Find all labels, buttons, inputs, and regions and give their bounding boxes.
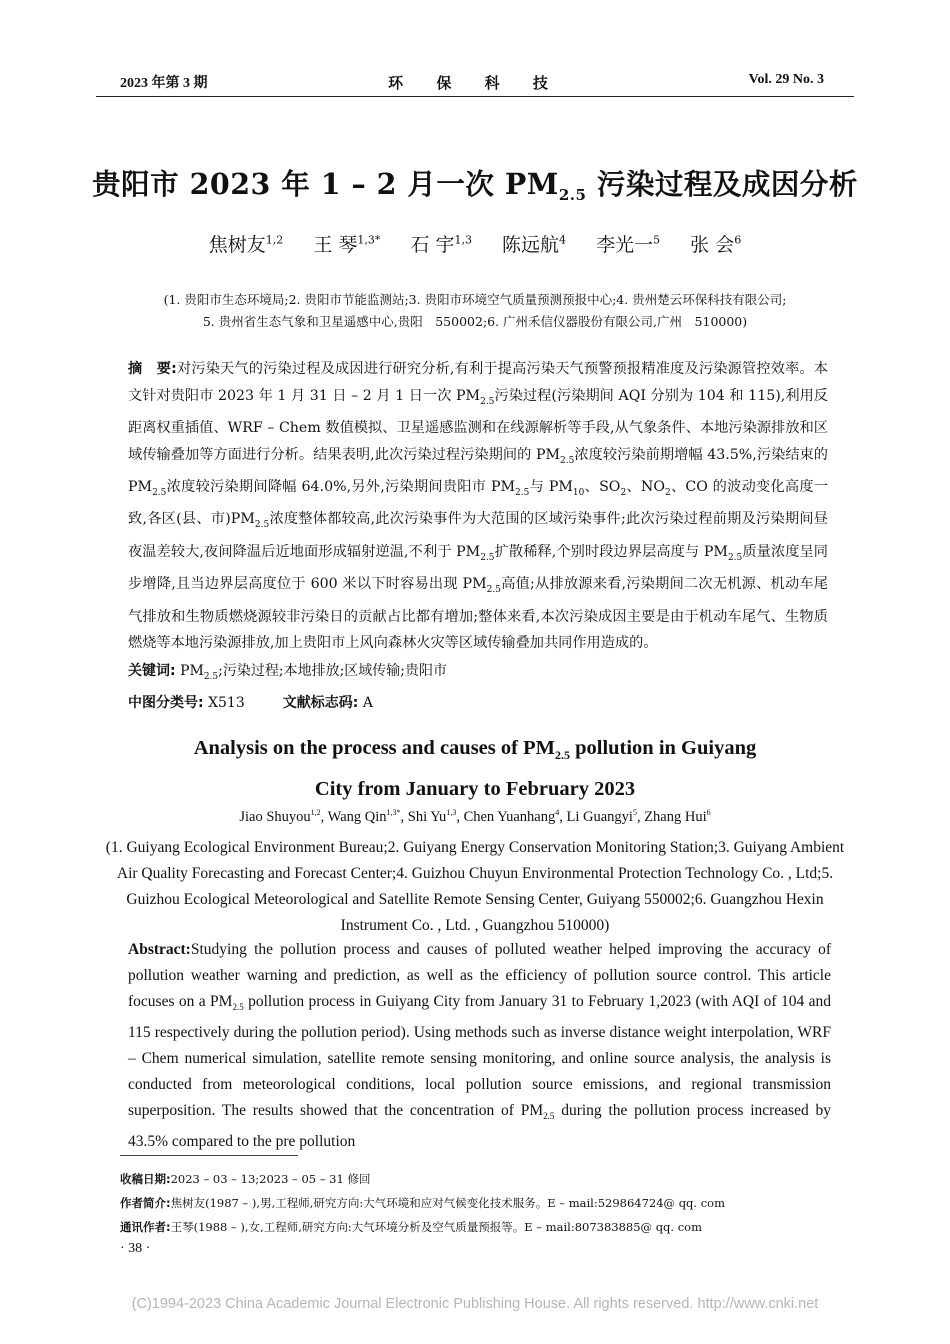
copyright-watermark: (C)1994-2023 China Academic Journal Electronic Publishing House. All rights reserved. http://www.cnki.net [131, 1296, 819, 1312]
author: Zhang Hui$^6$ [644, 808, 711, 825]
author: Wang Qin$^{1,3*}$ [327, 808, 401, 825]
abstract-cn: 摘 要:对污染天气的污染过程及成因进行研究分析,有利于提高污染天气预警预报精准度及污染源管控效率。本文针对贵阳市 2023 年 1 月 31 日 – 2 月 1 日一次 $PM_{2.5}$污染过程(污染期间 AQI 分别为 104 和 115),利用反距离权重插值、WRF – Chem 数值模拟、卫星遥感监测和在线源解析等手段,从气象条件、本地污染源排放和区域传输叠加等方面进行分析。结果表明,此次污染过程污染期间的 $PM_{2.5}$浓度较污染前期增幅 43.5%,污染结束的 $PM_{2.5}$浓度较污染期间降幅 64.0%,另外,污染期间贵阳市 $PM_{2.5}$与 $PM_{10}$、$SO_2$、$NO_2$、CO 的波动变化高度一致,各区(县、市)$PM_{2.5}$浓度整体都较高,此次污染事件为大范围的区域污染事件;此次污染过程前期及污染期间昼夜温差较大,夜间降温后近地面形成辐射逆温,不利于 $PM_{2.5}$扩散稀释,个别时段边界层高度与 $PM_{2.5}$质量浓度呈同步增降,且当边界层高度位于 600 米以下时容易出现 $PM_{2.5}$高值;从排放源来看,污染期间二次无机源、机动车尾气排放和生物质燃烧源较非污染日的贡献占比都有增加;整体来看,本次污染成因主要是由于机动车尾气、生物质燃烧等本地污染源排放,加上贵阳市上风向森林火灾等区域传输叠加共同作用造成的。 [128, 361, 829, 652]
author-list-en: Jiao Shuyou$^{1,2}$, Wang Qin$^{1,3*}$, Shi Yu$^{1,3}$, Chen Yuanhang$^4$, Li Guangyi$^5$, Zhang Hui$^6$ [239, 808, 711, 825]
abstract-label-en: Abstract: [128, 941, 191, 958]
affiliations-en: (1. Guiyang Ecological Environment Bureau;2. Guiyang Energy Conservation Monitoring Station;3. Guiyang Ambient Air Quality Forecasting and Forecast Center;4. Guizhou Chuyun Environmental Protection Technology Co. , Ltd;5. Guizhou Ecological Meteorological and Satellite Remote Sensing Center, Guiyang 550002;6. Guangzhou Hexin Instrument Co. , Ltd. , Guangzhou 510000) [105, 839, 845, 934]
affiliation-line: (1. 贵阳市生态环境局;2. 贵阳市节能监测站;3. 贵阳市环境空气质量预测预报中心;4. 贵州楚云环保科技有限公司; [163, 292, 787, 307]
page-number: · 38 · [120, 1241, 151, 1256]
abstract-en: Abstract:Studying the pollution process and causes of polluted weather helped improving the accuracy of pollution weather warning and prediction, as well as the efficiency of pollution source control. This article focuses on a $PM_{2.5}$ pollution process in Guiyang City from January 31 to February 1,2023 (with AQI of 104 and 115 respectively during the pollution period). Using methods such as inverse distance weight interpolation, WRF – Chem numerical simulation, satellite remote sensing monitoring, and online source analysis, the analysis is conducted from meteorological conditions, local pollution source emissions, and regional transmission superposition. The results showed that the concentration of $PM_{2.5}$ during the pollution process increased by 43.5% compared to the pre pollution [128, 941, 831, 1151]
abstract-label-cn: 摘 要: [128, 361, 177, 377]
author: Shi Yu$^{1,3}$ [407, 808, 457, 825]
author: 焦树友$^{1,2}$ [208, 233, 284, 256]
footnote-corresponding: 通讯作者:王琴(1988 – ),女,工程师,研究方向:大气环境分析及空气质量预报等。E – mail:807383885@ qq. com [120, 1220, 703, 1234]
affiliation-line: 5. 贵州省生态气象和卫星遥感中心,贵阳 550002;6. 广州禾信仪器股份有限公司,广州 510000) [202, 314, 748, 329]
paper-title-en: Analysis on the process and causes of $PM_{2.5}$ pollution in Guiyang City from January to February 2023 [193, 737, 757, 801]
journal-name: 环 保 科 技 [388, 74, 562, 92]
author: Jiao Shuyou$^{1,2}$ [239, 808, 321, 825]
author: 陈远航$^4$ [502, 233, 567, 256]
paper-title-cn: 贵阳市 2023 年 1 – 2 月一次 $PM_{2.5}$ 污染过程及成因分析 [92, 167, 858, 204]
footnote-divider [120, 1155, 298, 1156]
issue-label: 2023 年第 3 期 [120, 76, 208, 91]
keywords: 关键词: $PM_{2.5}$;污染过程;本地排放;区域传输;贵阳市 [128, 663, 448, 682]
affiliations-cn [0, 289, 950, 333]
author: 张 会$^6$ [690, 233, 742, 256]
author: Li Guangyi$^5$ [566, 808, 637, 825]
footnote-received: 收稿日期:2023 – 03 – 13;2023 – 05 – 31 修回 [120, 1172, 371, 1186]
classification: 中图分类号: X513 文献标志码: A [128, 694, 373, 711]
author-list-cn [0, 230, 950, 257]
author: Chen Yuanhang$^4$ [463, 808, 560, 825]
author: 李光一$^5$ [596, 233, 661, 256]
footnote-author-bio: 作者简介:焦树友(1987 – ),男,工程师,研究方向:大气环境和应对气候变化技术服务。E – mail:529864724@ qq. com [120, 1196, 726, 1210]
author: 石 宇$^{1,3}$ [410, 233, 472, 256]
author: 王 琴$^{1,3*}$ [313, 233, 381, 256]
running-header [96, 70, 854, 97]
volume-label: Vol. 29 No. 3 [748, 72, 824, 87]
footnotes [120, 1167, 725, 1239]
keywords-block [128, 658, 447, 716]
